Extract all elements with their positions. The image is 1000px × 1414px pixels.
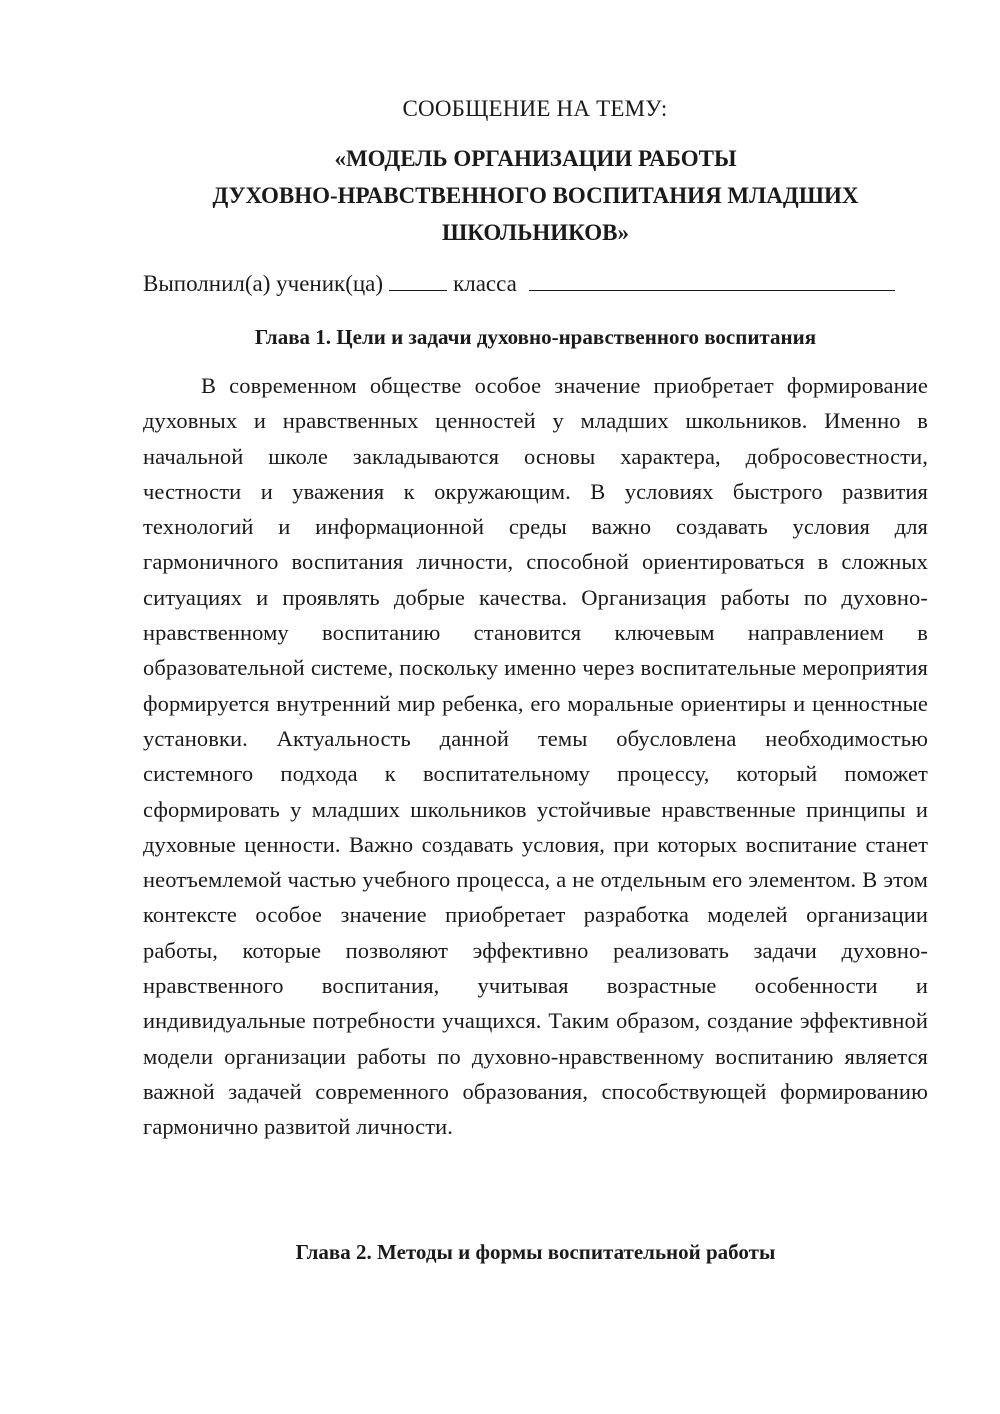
title-line-1: «МОДЕЛЬ ОРГАНИЗАЦИИ РАБОТЫ: [334, 146, 737, 171]
title-line-3: ШКОЛЬНИКОВ»: [441, 220, 630, 245]
title-line-2: ДУХОВНО-НРАВСТВЕННОГО ВОСПИТАНИЯ МЛАДШИХ: [212, 183, 859, 208]
document-title: [143, 140, 928, 251]
signature-line: [143, 266, 943, 302]
class-number-blank: [389, 266, 447, 291]
signature-class-label: класса: [453, 271, 517, 296]
signature-prefix: Выполнил(а) ученик(ца): [143, 271, 384, 296]
chapter-2-heading: Глава 2. Методы и формы воспитательной работы: [295, 1240, 776, 1264]
document-subheading: СООБЩЕНИЕ НА ТЕМУ:: [402, 96, 668, 121]
chapter-1-heading: Глава 1. Цели и задачи духовно-нравственного воспитания: [254, 325, 817, 349]
student-name-blank: [529, 266, 895, 291]
chapter-1-paragraph: В современном обществе особое значение приобретает формирование духовных и нравственных ценностей у младших школьников. Именно в начальной школе закладываются основы характера, добросовестности, честности и уважения к окружающим. В условиях быстрого развития технологий и информационной среды важно создавать условия для гармоничного воспитания личности, способной ориентироваться в сложных ситуациях и проявлять добрые качества. Организация работы по духовно-нравственному воспитанию становится ключевым направлением в образовательной системе, поскольку именно через воспитательные мероприятия формируется внутренний мир ребенка, его моральные ориентиры и ценностные установки. Актуальность данной темы обусловлена необходимостью системного подхода к воспитательному процессу, который поможет сформировать у младших школьников устойчивые нравственные принципы и духовные ценности. Важно создавать условия, при которых воспитание станет неотъемлемой частью учебного процесса, а не отдельным его элементом. В этом контексте особое значение приобретает разработка моделей организации работы, которые позволяют эффективно реализовать задачи духовно-нравственного воспитания, учитывая возрастные особенности и индивидуальные потребности учащихся. Таким образом, создание эффективной модели организации работы по духовно-нравственному воспитанию является важной задачей современного образования, способствующей формированию гармонично развитой личности.: [143, 373, 928, 1140]
